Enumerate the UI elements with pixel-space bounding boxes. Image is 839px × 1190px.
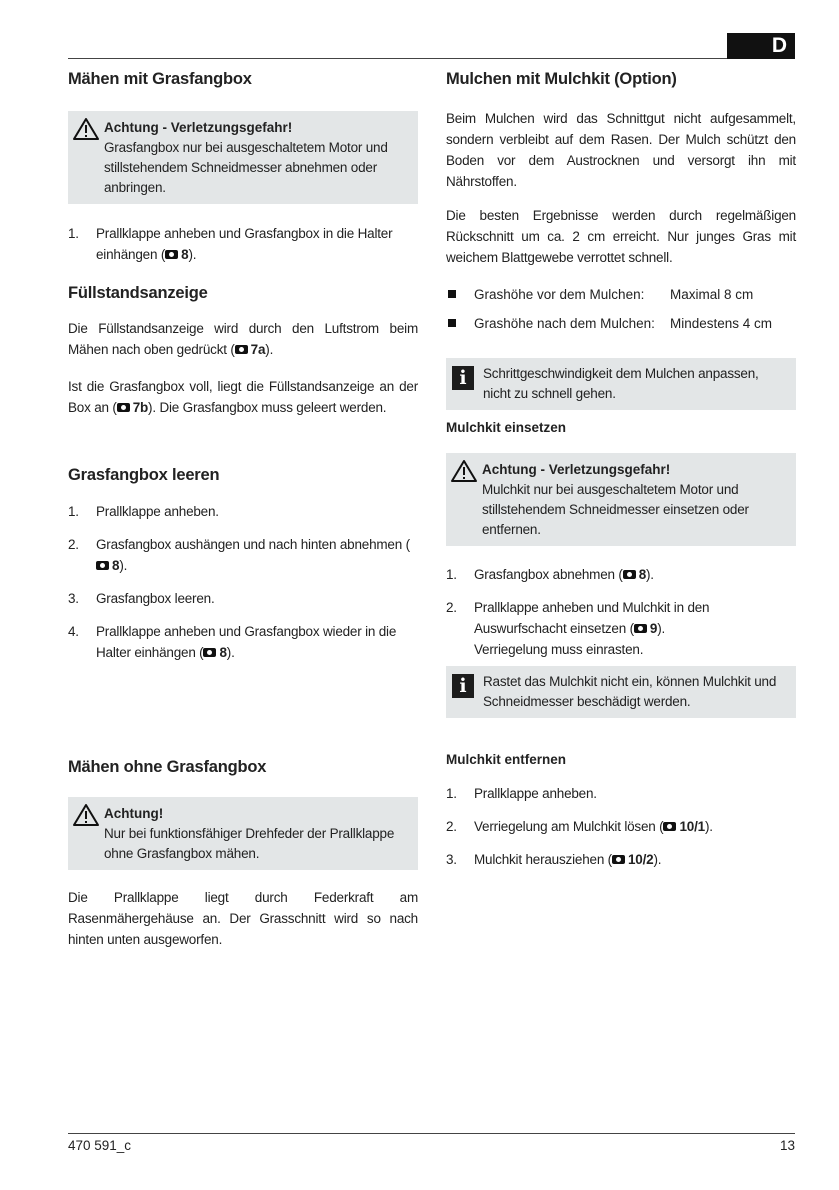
- section-mulchkit-entfernen: [446, 752, 796, 767]
- warning-triangle-icon: [72, 117, 100, 141]
- paragraph: Ist die Grasfangbox voll, liegt die Füllstandsanzeige an der Box an ( 7b). Die Grasfangbox muss geleert werden.: [68, 379, 418, 415]
- page-number: 13: [779, 1138, 795, 1153]
- info-text: Schrittgeschwindigkeit dem Mulchen anpassen, nicht zu schnell gehen.: [483, 366, 759, 401]
- list-item: Grashöhe nach dem Mulchen: Mindestens 4 cm: [446, 313, 796, 334]
- info-box: [446, 666, 796, 718]
- warning-triangle-icon: [72, 803, 100, 827]
- header-rule: [68, 58, 795, 59]
- list-item: 1. Grasfangbox abnehmen ( 8).: [446, 567, 654, 582]
- steps-list: [446, 564, 796, 672]
- warning-title: Achtung - Verletzungsgefahr!: [482, 462, 671, 477]
- camera-icon: [623, 570, 636, 579]
- section-title: Mähen mit Grasfangbox: [68, 70, 252, 88]
- camera-icon: [96, 561, 109, 570]
- camera-icon: [634, 624, 647, 633]
- steps-list: [68, 501, 418, 675]
- warning-title: Achtung!: [104, 806, 164, 821]
- list-item: 4. Prallklappe anheben und Grasfangbox wieder in die Halter einhängen ( 8).: [68, 624, 397, 660]
- language-tab: D: [727, 33, 795, 59]
- paragraph: Die besten Ergebnisse werden durch regelmäßigen Rückschnitt um ca. 2 cm erreicht. Nur junges Gras mit weichem Blattgewebe verrottet schnell.: [446, 208, 796, 265]
- section-mulchkit-einsetzen: [446, 420, 796, 435]
- section-maehen-ohne-grasfangbox: [68, 758, 418, 777]
- section-maehen-mit-grasfangbox: [68, 70, 418, 89]
- list-item: 2. Prallklappe anheben und Mulchkit in den Auswurfschacht einsetzen ( 9). Verriegelung muss einrasten.: [446, 600, 710, 657]
- paragraph: Beim Mulchen wird das Schnittgut nicht aufgesammelt, sondern verbleibt auf dem Rasen. Der Mulch schützt den Boden vor dem Austrocknen und versorgt ihn mit Nährstoffen.: [446, 111, 796, 189]
- steps-list: [68, 223, 418, 277]
- warning-triangle-icon: [450, 459, 478, 483]
- warning-box: [68, 797, 418, 870]
- list-item: 3. Grasfangbox leeren.: [68, 591, 215, 606]
- list-item: 2. Verriegelung am Mulchkit lösen ( 10/1).: [446, 819, 713, 834]
- info-text: Rastet das Mulchkit nicht ein, können Mulchkit und Schneidmesser beschädigt werden.: [483, 674, 777, 709]
- list-item: Grashöhe vor dem Mulchen: Maximal 8 cm: [446, 284, 796, 305]
- list-item: 1. Prallklappe anheben.: [446, 786, 597, 801]
- paragraph: Die Füllstandsanzeige wird durch den Luftstrom beim Mähen nach oben gedrückt ( 7a).: [68, 321, 418, 357]
- section-title: Mulchkit entfernen: [446, 752, 567, 767]
- warning-text: Mulchkit nur bei ausgeschaltetem Motor und stillstehendem Schneidmesser einsetzen oder entfernen.: [482, 482, 749, 537]
- bullet-list: [446, 284, 796, 342]
- list-item: 1. Prallklappe anheben und Grasfangbox in die Halter einhängen ( 8).: [68, 226, 393, 262]
- list-item: 1. Prallklappe anheben.: [68, 504, 219, 519]
- footer-rule: [68, 1133, 795, 1134]
- info-icon: i: [452, 366, 474, 390]
- section-grasfangbox-leeren: [68, 466, 418, 485]
- section-title: Mulchen mit Mulchkit (Option): [446, 70, 677, 88]
- section-title: Grasfangbox leeren: [68, 466, 220, 484]
- doc-number: 470 591_c: [68, 1138, 132, 1153]
- list-item: 3. Mulchkit herausziehen ( 10/2).: [446, 852, 662, 867]
- info-icon: i: [452, 674, 474, 698]
- info-box: [446, 358, 796, 410]
- section-mulchen-mit-mulchkit: [446, 70, 796, 89]
- steps-list: [446, 783, 796, 882]
- section-title: Füllstandsanzeige: [68, 284, 208, 302]
- paragraph: Die Prallklappe liegt durch Federkraft am Rasenmähergehäuse an. Der Grasschnitt wird so nach hinten unten ausgeworfen.: [68, 890, 418, 947]
- camera-icon: [612, 855, 625, 864]
- camera-icon: [117, 403, 130, 412]
- camera-icon: [663, 822, 676, 831]
- warning-title: Achtung - Verletzungsgefahr!: [104, 120, 293, 135]
- warning-box: [68, 111, 418, 204]
- section-title: Mähen ohne Grasfangbox: [68, 758, 267, 776]
- warning-text: Grasfangbox nur bei ausgeschaltetem Motor und stillstehendem Schneidmesser abnehmen oder anbringen.: [104, 140, 388, 195]
- camera-icon: [165, 250, 178, 259]
- warning-box: [446, 453, 796, 546]
- camera-icon: [235, 345, 248, 354]
- warning-text: Nur bei funktionsfähiger Drehfeder der Prallklappe ohne Grasfangbox mähen.: [104, 826, 395, 861]
- list-item: 2. Grasfangbox aushängen und nach hinten abnehmen (8).: [68, 537, 410, 573]
- camera-icon: [203, 648, 216, 657]
- section-title: Mulchkit einsetzen: [446, 420, 567, 435]
- section-fuellstandsanzeige: [68, 284, 418, 303]
